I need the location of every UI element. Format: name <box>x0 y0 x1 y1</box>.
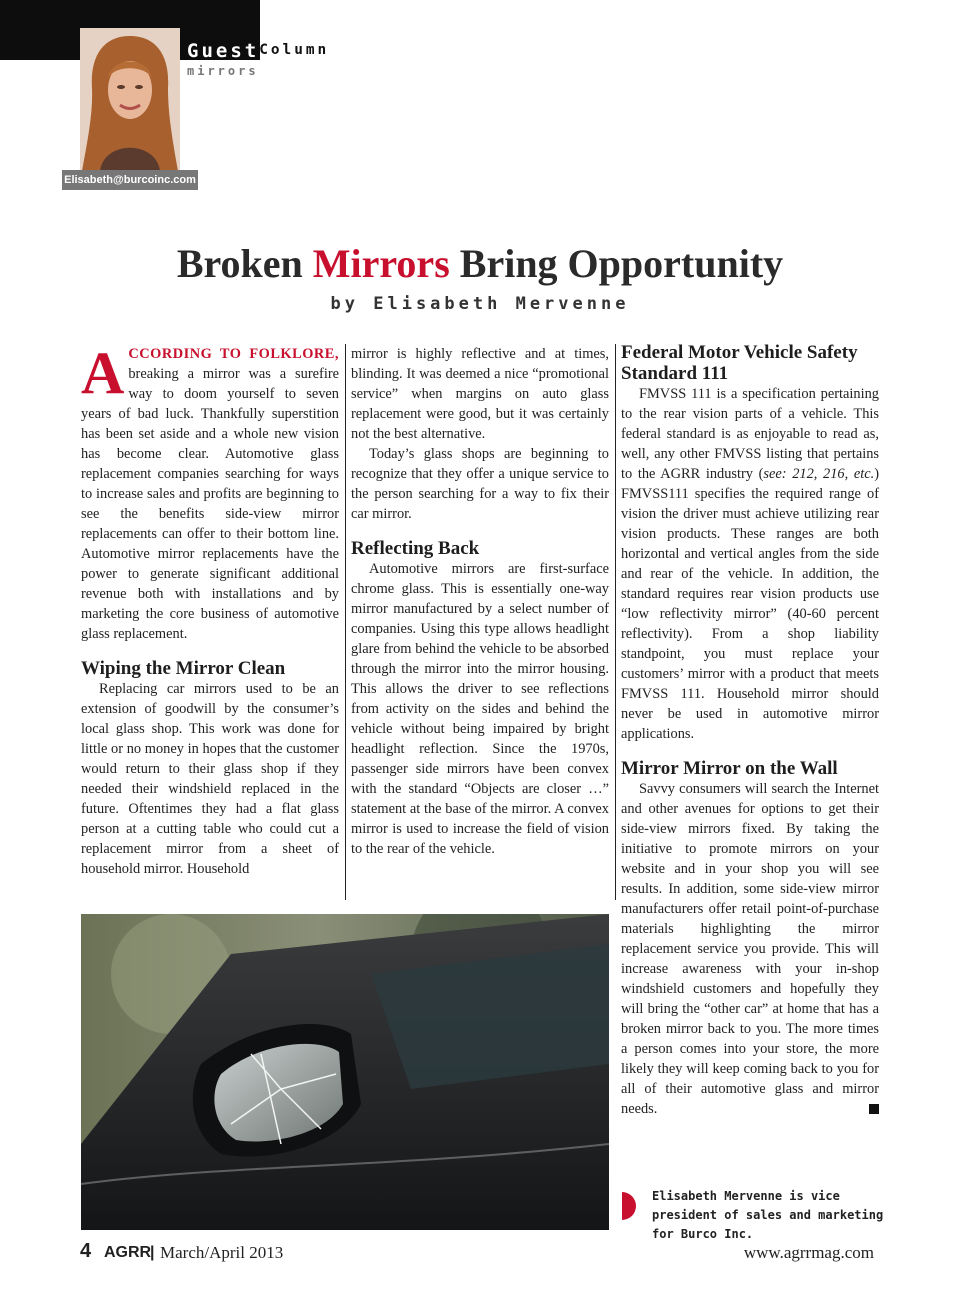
broken-mirror-photo <box>81 914 609 1230</box>
paragraph: mirror is highly reflective and at times, blinding. It was deemed a nice “promotional service” when margins on auto glass replacement were good, but it was certainly not the best alternative. <box>351 346 609 442</box>
author-photo <box>80 28 180 171</box>
magazine-name: AGRR <box>104 1244 152 1261</box>
website-link[interactable]: www.agrrmag.com <box>743 1243 874 1262</box>
author-bio-marker <box>622 1192 636 1220</box>
fmvss-text-b: ) FMVSS111 specifies the required range of vision the driver must achieve utilizing rear vision products. These ranges are both horizontal and vertical angles from the side and rear of the vehicle. In addition, the standard requires rear vision products use “low reflectivity mirror” (40-60 percent reflectivity). From a shop liability standpoint, you must replace your customers’ mirror with a product that meets FMVSS 111. Household mirror should never be used in automotive mirror applications. <box>621 466 879 742</box>
column-divider <box>345 344 346 900</box>
byline: by Elisabeth Mervenne <box>330 294 630 314</box>
issue-date: March/April 2013 <box>160 1243 284 1262</box>
end-mark-icon <box>869 1104 879 1114</box>
paragraph: Automotive mirrors are first-surface chrome glass. This is essentially one-way mirror manufactured by a select number of companies. Using this type allows headlight glare from behind the vehicle to be absorbed through the mirror into the mirror housing. This allows the driver to see reflections from activity on the sides and behind the vehicle without being impaired by bright headlight reflection. Since the 1970s, passenger side mirrors have been convex with the standard “Objects are closer …” statement at the base of the mirror. A convex mirror is used to increase the field of vision to the rear of the vehicle. <box>351 561 609 857</box>
heading-reflecting: Reflecting Back <box>351 538 480 559</box>
subsection-label: mirrors <box>187 64 259 78</box>
lead-in: CCORDING TO FOLKLORE, <box>128 346 339 362</box>
column-1 <box>81 340 339 879</box>
heading-fmvss: Federal Motor Vehicle Safety Standard 111 <box>621 342 858 384</box>
section-label-column: Column <box>259 42 330 58</box>
fmvss-text-a: FMVSS 111 is a specification pertaining to the rear vision parts of a vehicle. This federal standard is as enjoyable to read as, well, any other FMVSS listing that pertains to the AGRR industry ( <box>621 386 879 482</box>
section-label <box>187 40 330 62</box>
title-part1: Broken <box>176 241 313 286</box>
paragraph <box>621 779 879 1119</box>
author-email[interactable]: Elisabeth@burcoinc.com <box>62 170 198 190</box>
section-label-guest: Guest <box>187 40 260 62</box>
drop-cap: A <box>81 340 125 406</box>
article-title <box>0 240 960 287</box>
intro-paragraph <box>81 340 339 644</box>
author-bio: Elisabeth Mervenne is vice president of sales and marketing for Burco Inc. <box>652 1189 884 1241</box>
title-highlight: Mirrors <box>312 241 450 286</box>
column-3 <box>621 342 879 1119</box>
paragraph: Replacing car mirrors used to be an extension of goodwill by the consumer’s local glass shop. This work was done for little or no money in hopes that the customer would return to their glass shop if they needed their windshield replaced in the future. Oftentimes they had a flat glass person at a cutting table who could cut a replacement mirror from a sheet of household mirror. Household <box>81 681 339 877</box>
heading-mirror-wall: Mirror Mirror on the Wall <box>621 758 838 779</box>
paragraph: Today’s glass shops are beginning to recognize that they offer a unique service to the person searching for a way to fix their car mirror. <box>351 446 609 522</box>
heading-wiping: Wiping the Mirror Clean <box>81 658 286 679</box>
column-divider <box>615 344 616 900</box>
column-2 <box>351 344 609 859</box>
title-part2: Bring Opportunity <box>449 241 784 286</box>
page-number: 4 <box>80 1240 92 1262</box>
footer-separator: | <box>150 1244 155 1261</box>
paragraph <box>621 384 879 744</box>
intro-text: breaking a mirror was a surefire way to doom yourself to seven years of bad luck. Thankfully superstition has been set aside and a whole new vision has become clear. Automotive glass replacement companies searching for ways to increase sales and profits are beginning to see the benefits side-view mirror replacements can offer to their bottom line. Automotive mirror replacements have the power to generate significant additional revenue both with installations and by marketing the core business of automotive glass replacement. <box>81 366 339 642</box>
closing-text: Savvy consumers will search the Internet and other avenues for options to get their side-view mirrors fixed. By taking the initiative to promote mirrors on your website and in your shop you will see results. In addition, some side-view mirror manufacturers offer retail point-of-purchase materials highlighting the mirror replacement service you provide. This will increase awareness with your in-shop windshield customers and hopefully they will bring the “other car” at home that has a broken mirror back to you. The more times a person comes into your store, the more likely they will keep coming back to you for all of their automotive glass and mirror needs. <box>621 781 879 1117</box>
fmvss-italic: see: 212, 216, etc. <box>763 466 875 482</box>
